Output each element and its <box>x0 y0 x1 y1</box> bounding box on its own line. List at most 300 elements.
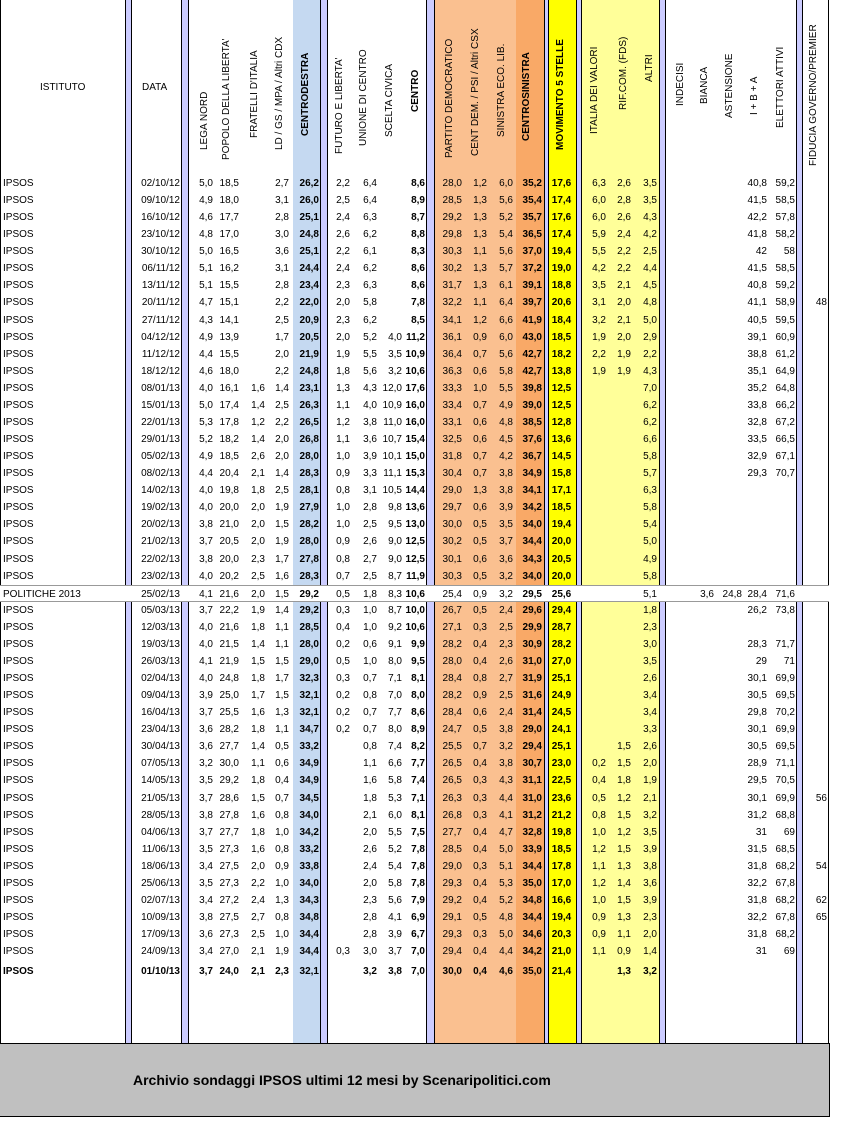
cell-fdi: 2,2 <box>251 878 265 889</box>
cell-sc <box>377 175 402 192</box>
cell-fli: 0,2 <box>336 639 350 650</box>
cell-fid <box>803 926 827 943</box>
cell-bia <box>690 602 714 619</box>
cell-ist: IPSOS <box>3 690 34 701</box>
cell-sel: 3,5 <box>499 519 513 530</box>
cell-date: 06/11/12 <box>141 263 180 274</box>
cell-bia <box>690 636 714 653</box>
cell-pd: 30,3 <box>442 571 462 582</box>
cell-ast <box>714 926 742 943</box>
cell-sc: 11,0 <box>383 417 402 428</box>
cell-fid <box>803 209 827 226</box>
cell-sc: 8,7 <box>388 605 402 616</box>
cell-ist: IPSOS <box>3 810 34 821</box>
cell-ele <box>767 516 795 533</box>
cell-ldcdx: 1,1 <box>275 622 289 633</box>
cell-rif: 1,4 <box>617 878 631 889</box>
cell-iba: 32,8 <box>747 417 767 428</box>
cell-altri: 3,2 <box>643 966 657 977</box>
cell-pd: 33,1 <box>442 417 462 428</box>
table-row <box>0 943 829 960</box>
cell-iba: 28,9 <box>747 758 767 769</box>
cell-lega: 3,8 <box>199 554 213 565</box>
cell-fli: 2,5 <box>336 195 350 206</box>
cell-altri: 3,9 <box>643 844 657 855</box>
cell-bia <box>690 909 714 926</box>
cell-ldcdx: 2,2 <box>275 417 289 428</box>
cell-iba: 35,1 <box>747 366 767 377</box>
header-sel: SINISTRA ECO. LIB. <box>496 43 507 137</box>
cell-rif <box>606 431 631 448</box>
cell-centro: 16,0 <box>405 400 425 411</box>
cell-fli <box>328 772 350 789</box>
cell-ind <box>666 909 690 926</box>
cell-ist: IPSOS <box>3 178 34 189</box>
cell-altri: 1,4 <box>643 946 657 957</box>
cell-pdl: 27,2 <box>219 895 239 906</box>
cell-ele: 71 <box>783 656 795 667</box>
cell-fli: 2,2 <box>336 246 350 257</box>
cell-lega: 5,1 <box>199 280 213 291</box>
cell-bia <box>690 738 714 755</box>
cell-lega: 4,4 <box>199 468 213 479</box>
cell-rif <box>606 687 631 704</box>
cell-iba: 39,1 <box>747 332 767 343</box>
table-row <box>0 397 829 414</box>
table-row <box>0 653 829 670</box>
cell-ist: IPSOS <box>3 878 34 889</box>
cell-sc: 8,0 <box>388 656 402 667</box>
cell-bia <box>690 346 714 363</box>
cell-cdx: 33,8 <box>299 861 319 872</box>
table-row <box>0 772 829 789</box>
cell-fdi: 2,0 <box>251 861 265 872</box>
cell-ldcdx: 1,0 <box>275 929 289 940</box>
cell-csx: 29,9 <box>522 622 542 633</box>
cell-rif <box>606 516 631 533</box>
cell-ist: IPSOS <box>3 929 34 940</box>
cell-bia <box>690 209 714 226</box>
cell-ast <box>714 670 742 687</box>
cell-rif: 1,3 <box>617 861 631 872</box>
cell-fdi <box>240 363 265 380</box>
cell-altri: 2,5 <box>643 246 657 257</box>
cell-udc: 1,8 <box>363 589 377 600</box>
cell-sel: 5,6 <box>499 246 513 257</box>
cell-pd: 27,7 <box>442 827 462 838</box>
cell-fli <box>328 926 350 943</box>
cell-ast <box>714 414 742 431</box>
cell-sc: 3,5 <box>388 349 402 360</box>
cell-fdi: 2,0 <box>251 502 265 513</box>
cell-udc: 2,7 <box>363 554 377 565</box>
cell-m5s: 17,6 <box>551 178 572 189</box>
cell-csx: 31,0 <box>522 793 542 804</box>
cell-fdi: 2,3 <box>251 554 265 565</box>
cell-ldcdx: 1,4 <box>275 605 289 616</box>
cell-sel: 5,1 <box>499 861 513 872</box>
cell-ldcdx: 1,4 <box>275 383 289 394</box>
header-m5s: MOVIMENTO 5 STELLE <box>555 39 566 150</box>
cell-rif <box>606 653 631 670</box>
cell-udc: 4,0 <box>363 400 377 411</box>
cell-altri: 3,0 <box>643 639 657 650</box>
cell-udc: 2,6 <box>363 536 377 547</box>
cell-pdl: 16,2 <box>219 263 239 274</box>
cell-fli: 2,4 <box>336 263 350 274</box>
cell-cdx: 28,3 <box>299 571 319 582</box>
cell-fid <box>803 738 827 755</box>
cell-cdx: 24,8 <box>299 366 319 377</box>
cell-idv: 1,9 <box>592 366 606 377</box>
cell-bia <box>690 704 714 721</box>
cell-fdi: 1,6 <box>251 707 265 718</box>
cell-rif <box>606 533 631 550</box>
cell-fli: 0,3 <box>336 673 350 684</box>
cell-ele <box>767 619 795 636</box>
cell-sel: 5,7 <box>499 263 513 274</box>
cell-fdi: 2,1 <box>251 966 265 977</box>
cell-ist: IPSOS <box>3 229 34 240</box>
cell-cdem: 0,9 <box>473 589 487 600</box>
cell-ele: 68,8 <box>775 810 795 821</box>
cell-idv: 3,1 <box>592 297 606 308</box>
cell-date: 15/01/13 <box>141 400 180 411</box>
cell-fli: 1,0 <box>336 451 350 462</box>
cell-ind <box>666 772 690 789</box>
cell-fdi: 2,1 <box>251 946 265 957</box>
table-row <box>0 329 829 346</box>
cell-sel: 3,2 <box>499 589 513 600</box>
cell-rif <box>606 602 631 619</box>
cell-rif: 1,9 <box>617 366 631 377</box>
cell-ast <box>714 516 742 533</box>
cell-fid <box>803 721 827 738</box>
cell-ele: 68,5 <box>775 844 795 855</box>
cell-rif: 1,5 <box>617 741 631 752</box>
cell-sel: 5,4 <box>499 229 513 240</box>
cell-centro: 7,8 <box>411 861 425 872</box>
table-row <box>0 926 829 943</box>
cell-rif: 2,6 <box>617 212 631 223</box>
cell-centro: 7,9 <box>411 895 425 906</box>
cell-udc: 5,8 <box>363 297 377 308</box>
cell-pdl: 27,0 <box>219 946 239 957</box>
cell-idv <box>582 516 606 533</box>
cell-ele: 70,2 <box>775 707 795 718</box>
header-cdx: CENTRODESTRA <box>300 52 311 136</box>
cell-bia <box>690 807 714 824</box>
cell-altri: 4,3 <box>643 366 657 377</box>
cell-cdem: 0,3 <box>473 793 487 804</box>
cell-rif: 1,8 <box>617 775 631 786</box>
cell-fli <box>328 892 350 909</box>
cell-fdi <box>240 312 265 329</box>
cell-sel: 2,5 <box>499 690 513 701</box>
cell-ist: IPSOS <box>3 434 34 445</box>
cell-cdx: 33,2 <box>299 844 319 855</box>
cell-m5s: 17,6 <box>551 212 572 223</box>
cell-date: 04/06/13 <box>141 827 180 838</box>
cell-sel: 4,1 <box>499 810 513 821</box>
cell-sel: 6,1 <box>499 280 513 291</box>
cell-rif <box>606 704 631 721</box>
cell-csx: 34,2 <box>522 502 542 513</box>
cell-ast <box>714 619 742 636</box>
cell-bia <box>690 465 714 482</box>
cell-bia <box>690 772 714 789</box>
cell-fli <box>328 755 350 772</box>
cell-cdx: 32,3 <box>299 673 319 684</box>
cell-fdi: 2,5 <box>251 929 265 940</box>
cell-sc <box>377 294 402 311</box>
cell-bia <box>690 448 714 465</box>
cell-sel: 4,6 <box>499 966 513 977</box>
cell-cdem: 1,3 <box>473 229 487 240</box>
cell-csx: 38,5 <box>522 417 542 428</box>
cell-fli: 2,3 <box>336 315 350 326</box>
cell-idv <box>582 482 606 499</box>
cell-ele: 68,2 <box>775 895 795 906</box>
cell-rif <box>606 551 631 568</box>
cell-pd: 32,2 <box>442 297 462 308</box>
cell-ast <box>714 312 742 329</box>
cell-ist: IPSOS <box>3 212 34 223</box>
cell-cdem: 0,9 <box>473 332 487 343</box>
cell-centro: 7,1 <box>411 793 425 804</box>
cell-ele: 69,9 <box>775 724 795 735</box>
cell-idv: 4,2 <box>592 263 606 274</box>
cell-csx: 29,5 <box>522 589 542 600</box>
cell-m5s: 22,5 <box>551 775 572 786</box>
cell-lega: 3,6 <box>199 929 213 940</box>
cell-m5s: 15,8 <box>551 468 572 479</box>
cell-udc: 3,8 <box>363 417 377 428</box>
cell-date: 08/01/13 <box>141 383 180 394</box>
cell-bia <box>690 277 714 294</box>
cell-fid <box>803 312 827 329</box>
cell-csx: 35,7 <box>522 212 542 223</box>
cell-idv <box>582 380 606 397</box>
cell-sc <box>377 260 402 277</box>
cell-idv <box>582 568 606 585</box>
cell-fli <box>328 738 350 755</box>
cell-m5s: 18,2 <box>551 349 572 360</box>
cell-cdem: 0,5 <box>473 536 487 547</box>
cell-date: 05/03/13 <box>141 605 180 616</box>
cell-bia: 3,6 <box>700 589 714 600</box>
cell-rif <box>606 380 631 397</box>
cell-fid <box>803 226 827 243</box>
cell-fli <box>328 807 350 824</box>
cell-csx: 37,6 <box>522 434 542 445</box>
cell-sc: 7,7 <box>388 707 402 718</box>
cell-ast <box>714 243 742 260</box>
table-row <box>0 346 829 363</box>
cell-ldcdx: 1,5 <box>275 589 289 600</box>
cell-sel: 2,4 <box>499 707 513 718</box>
cell-pdl: 27,7 <box>219 741 239 752</box>
cell-ast <box>714 551 742 568</box>
cell-sc <box>377 192 402 209</box>
cell-date: 26/03/13 <box>141 656 180 667</box>
cell-idv: 0,8 <box>592 810 606 821</box>
cell-pd: 27,1 <box>442 622 462 633</box>
cell-ldcdx: 1,9 <box>275 536 289 547</box>
cell-csx: 39,0 <box>522 400 542 411</box>
cell-iba: 38,8 <box>747 349 767 360</box>
cell-ist: IPSOS <box>3 673 34 684</box>
cell-ldcdx: 1,0 <box>275 878 289 889</box>
cell-pdl: 25,5 <box>219 707 239 718</box>
table-row <box>0 602 829 619</box>
cell-ind <box>666 363 690 380</box>
cell-cdem: 0,4 <box>473 758 487 769</box>
cell-pdl: 15,1 <box>219 297 239 308</box>
cell-centro: 13,6 <box>405 502 425 513</box>
cell-m5s: 28,2 <box>551 639 572 650</box>
cell-date: 19/02/13 <box>141 502 180 513</box>
cell-altri: 5,4 <box>643 519 657 530</box>
cell-rif: 2,8 <box>617 195 631 206</box>
cell-ldcdx: 0,8 <box>275 912 289 923</box>
cell-udc: 5,6 <box>363 366 377 377</box>
cell-sel: 5,3 <box>499 878 513 889</box>
cell-ele: 69,9 <box>775 673 795 684</box>
cell-csx: 37,2 <box>522 263 542 274</box>
cell-ind <box>666 602 690 619</box>
cell-idv <box>582 414 606 431</box>
cell-pd: 25,4 <box>442 589 462 600</box>
cell-lega: 4,6 <box>199 212 213 223</box>
cell-date: 02/07/13 <box>141 895 180 906</box>
cell-lega: 3,7 <box>199 793 213 804</box>
cell-fdi: 1,8 <box>251 673 265 684</box>
cell-sc: 5,8 <box>388 775 402 786</box>
cell-iba: 41,5 <box>747 263 767 274</box>
cell-cdem: 0,7 <box>473 451 487 462</box>
cell-ele: 64,9 <box>775 366 795 377</box>
cell-altri: 3,8 <box>643 861 657 872</box>
cell-pd: 26,3 <box>442 793 462 804</box>
cell-ind <box>666 721 690 738</box>
cell-ist: POLITICHE 2013 <box>3 589 81 600</box>
table-row <box>0 499 829 516</box>
cell-cdx: 23,1 <box>299 383 319 394</box>
cell-m5s: 25,6 <box>551 589 572 600</box>
cell-fli: 0,3 <box>336 605 350 616</box>
cell-cdx: 32,1 <box>299 707 319 718</box>
cell-m5s: 18,5 <box>551 332 572 343</box>
cell-sel: 5,0 <box>499 844 513 855</box>
cell-sel: 4,2 <box>499 451 513 462</box>
cell-pdl: 29,2 <box>219 775 239 786</box>
cell-lega: 3,9 <box>199 690 213 701</box>
cell-sc: 8,0 <box>388 724 402 735</box>
cell-iba: 29,8 <box>747 707 767 718</box>
table-row <box>0 277 829 294</box>
cell-fdi: 1,4 <box>251 434 265 445</box>
cell-sel: 3,7 <box>499 536 513 547</box>
cell-fid <box>803 586 827 603</box>
table-row <box>0 192 829 209</box>
cell-date: 13/11/12 <box>141 280 180 291</box>
cell-bia <box>690 312 714 329</box>
cell-ind <box>666 824 690 841</box>
cell-pd: 28,0 <box>442 178 462 189</box>
cell-ele: 61,2 <box>775 349 795 360</box>
cell-rif <box>606 721 631 738</box>
cell-ldcdx: 0,6 <box>275 758 289 769</box>
table-row <box>0 841 829 858</box>
cell-lega: 4,0 <box>199 622 213 633</box>
cell-bia <box>690 841 714 858</box>
cell-idv: 5,9 <box>592 229 606 240</box>
cell-iba: 31,8 <box>747 895 767 906</box>
cell-lega: 3,5 <box>199 878 213 889</box>
cell-udc: 2,0 <box>363 827 377 838</box>
cell-date: 24/09/13 <box>141 946 180 957</box>
cell-idv <box>582 687 606 704</box>
cell-bia <box>690 670 714 687</box>
cell-centro: 11,2 <box>406 332 425 343</box>
cell-centro: 8,2 <box>411 741 425 752</box>
cell-cdem: 0,4 <box>473 844 487 855</box>
cell-centro: 15,3 <box>405 468 425 479</box>
cell-bia <box>690 824 714 841</box>
cell-rif: 2,6 <box>617 178 631 189</box>
cell-sel: 3,2 <box>499 571 513 582</box>
cell-date: 14/02/13 <box>141 485 180 496</box>
cell-csx: 42,7 <box>522 349 542 360</box>
cell-sc: 12,0 <box>382 383 402 394</box>
cell-ele <box>767 963 795 980</box>
cell-cdx: 27,9 <box>299 502 319 513</box>
cell-lega: 4,0 <box>199 571 213 582</box>
cell-bia <box>690 243 714 260</box>
cell-ast <box>714 687 742 704</box>
cell-ele: 70,5 <box>775 775 795 786</box>
cell-ele: 73,8 <box>775 605 795 616</box>
cell-ind <box>666 963 690 980</box>
cell-fli: 0,2 <box>336 690 350 701</box>
cell-fdi: 1,7 <box>251 690 265 701</box>
cell-fid <box>803 192 827 209</box>
table-row <box>0 294 829 311</box>
cell-fid <box>803 602 827 619</box>
cell-rif: 0,9 <box>617 946 631 957</box>
cell-fid: 54 <box>815 861 827 872</box>
cell-ind <box>666 397 690 414</box>
cell-centro: 7,5 <box>411 827 425 838</box>
cell-ast <box>714 380 742 397</box>
cell-ast <box>714 482 742 499</box>
cell-ast <box>714 465 742 482</box>
cell-csx: 34,1 <box>522 485 542 496</box>
cell-sc: 7,0 <box>388 690 402 701</box>
cell-cdx: 29,2 <box>299 605 319 616</box>
cell-iba: 42,2 <box>747 212 767 223</box>
cell-iba: 40,8 <box>747 178 767 189</box>
cell-ist: IPSOS <box>3 246 34 257</box>
cell-altri: 3,4 <box>643 690 657 701</box>
cell-lega: 3,5 <box>199 844 213 855</box>
cell-idv: 1,0 <box>592 895 606 906</box>
cell-rif: 2,1 <box>617 315 631 326</box>
cell-centro: 7,8 <box>411 844 425 855</box>
cell-lega: 3,6 <box>199 741 213 752</box>
cell-fid <box>803 619 827 636</box>
